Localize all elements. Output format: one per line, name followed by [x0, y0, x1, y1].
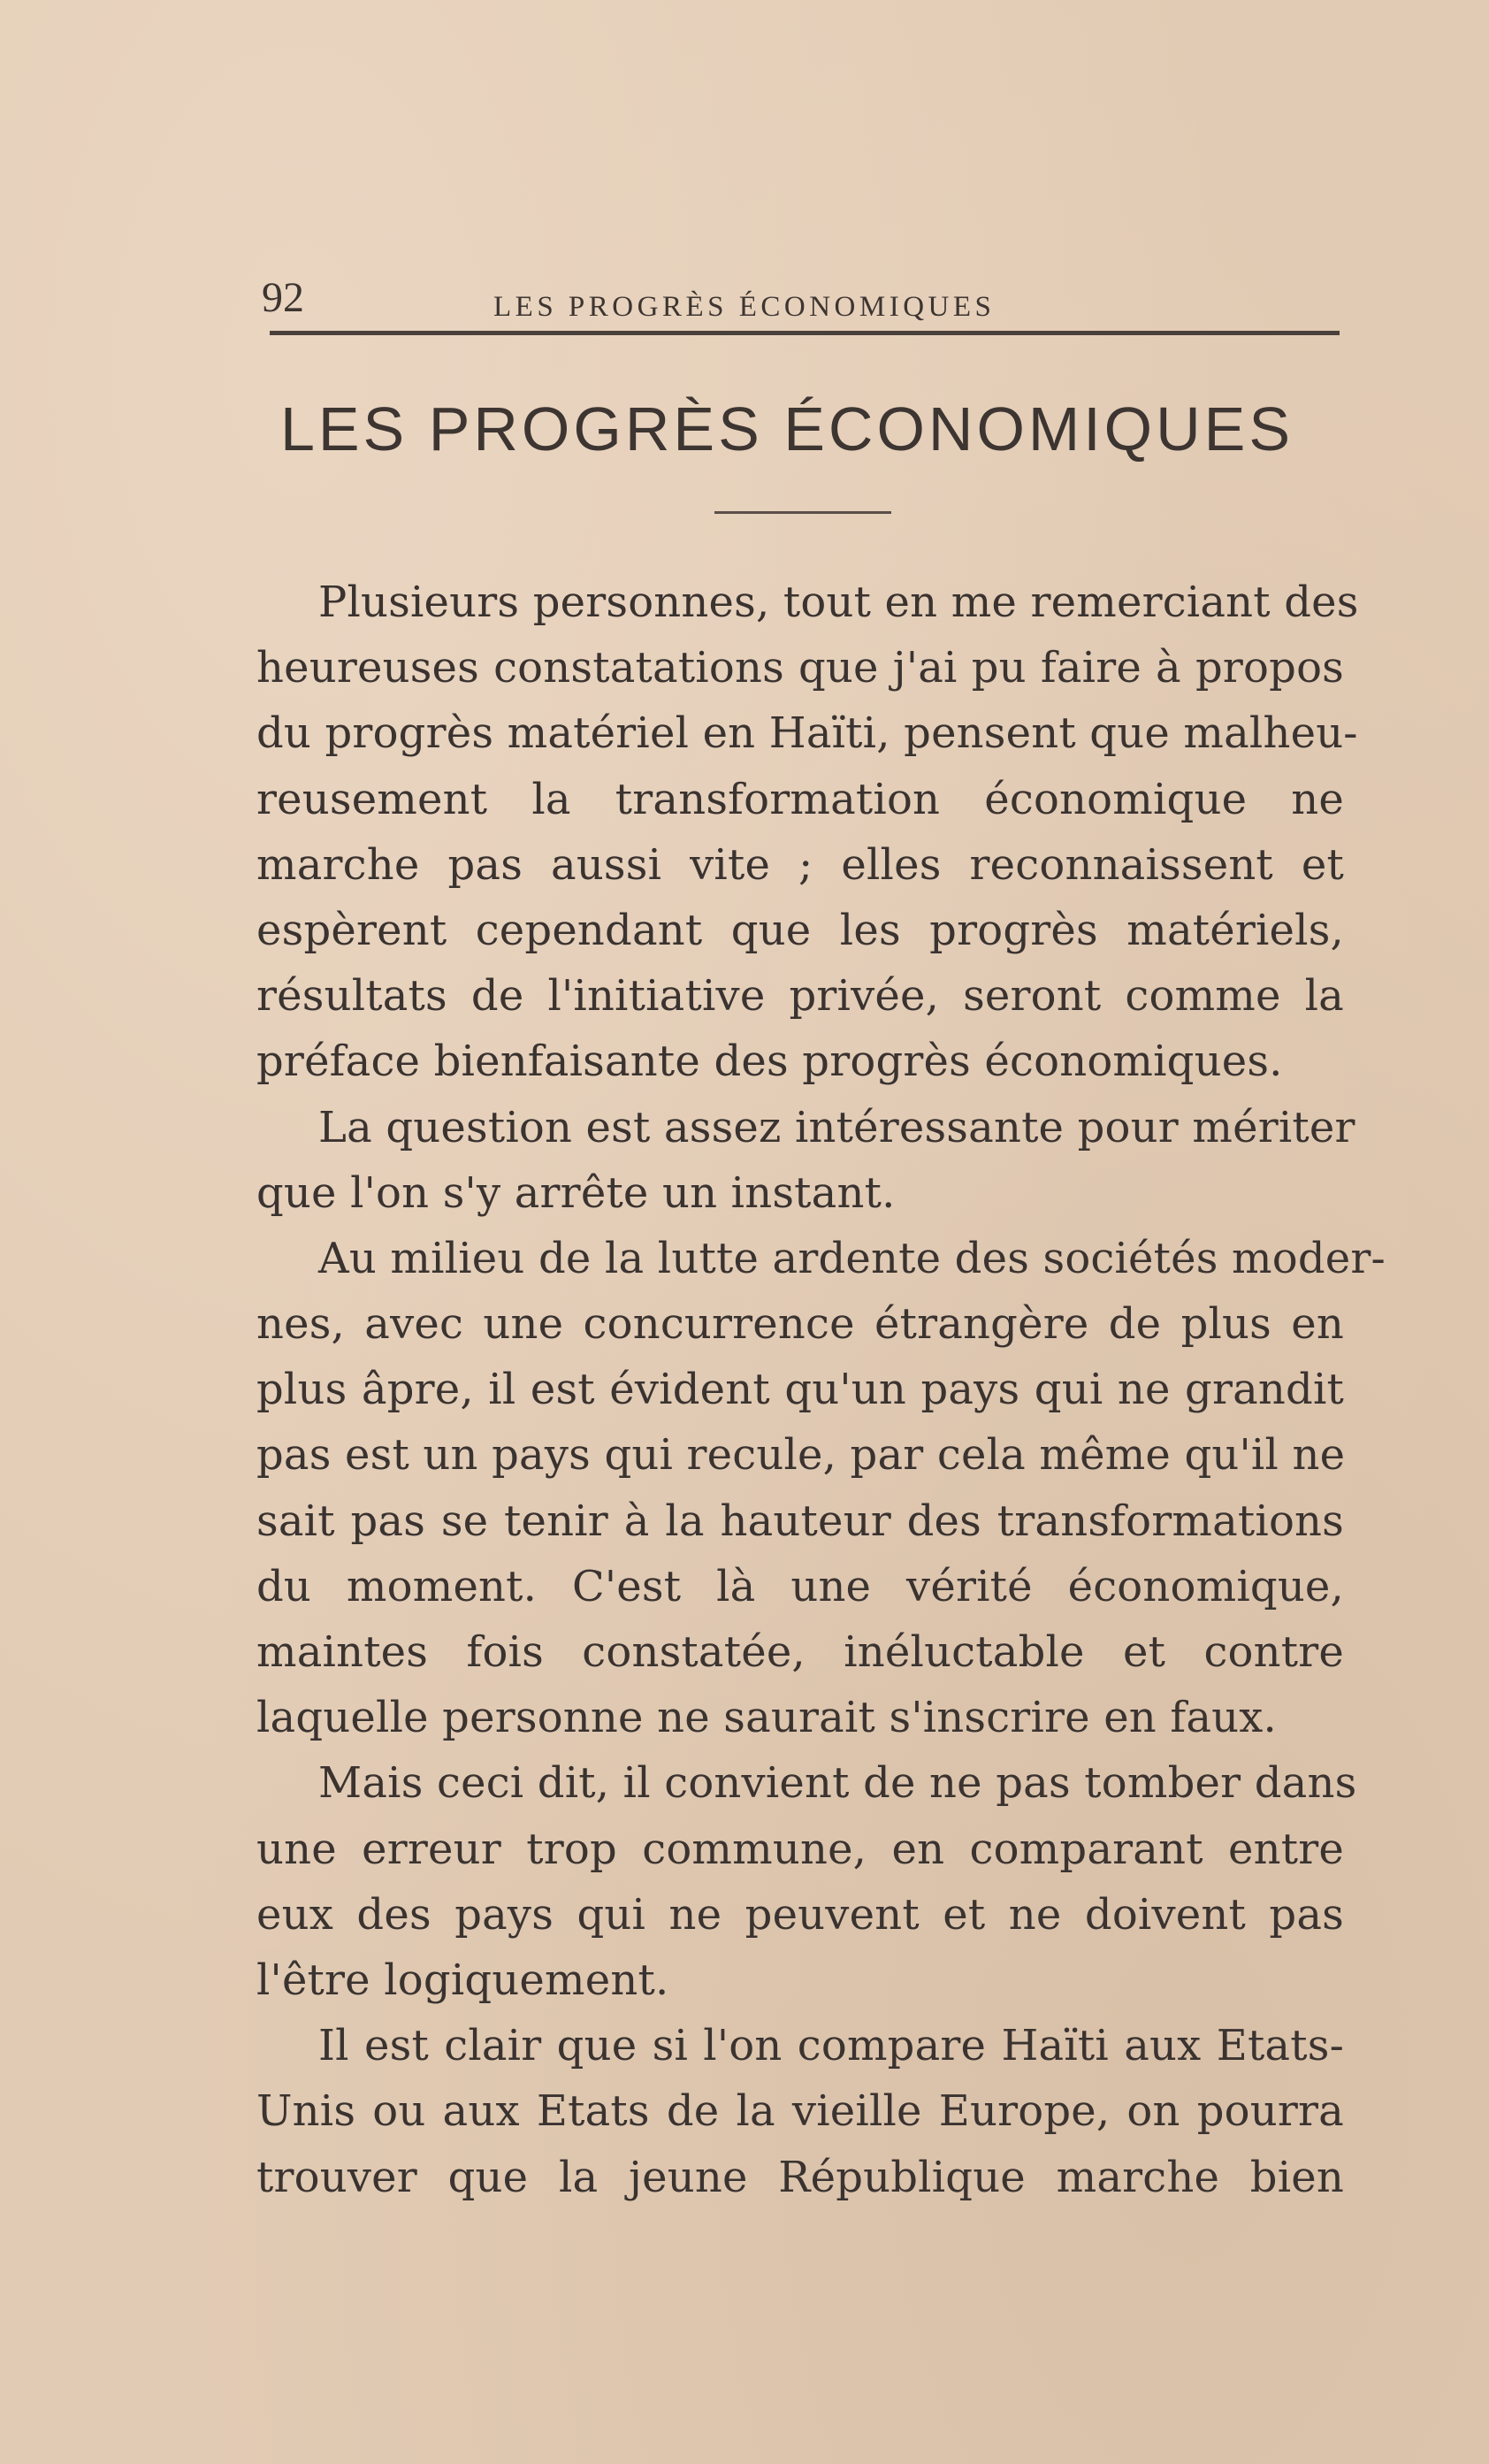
chapter-title: LES PROGRÈS ÉCONOMIQUES: [279, 394, 1294, 463]
title-rule: [714, 511, 891, 514]
text-line: sait pas se tenir à la hauteur des transformations: [256, 1496, 1344, 1546]
text-line: espèrent cependant que les progrès matériels,: [256, 905, 1344, 955]
text-line: résultats de l'initiative privée, seront comme la: [256, 971, 1344, 1022]
running-head: [256, 270, 1344, 341]
text-line: pas est un pays qui recule, par cela même qu'il ne: [256, 1430, 1346, 1481]
running-title: LES PROGRÈS ÉCONOMIQUES: [493, 291, 996, 323]
text-line: Plusieurs personnes, tout en me remerciant des: [318, 578, 1359, 627]
text-line: une erreur trop commune, en comparant entre: [256, 1824, 1344, 1874]
text-line: plus âpre, il est évident qu'un pays qui ne grandit: [256, 1365, 1344, 1415]
text-line: Unis ou aux Etats de la vieille Europe, on pourra: [256, 2086, 1344, 2137]
text-line: reusement la transformation économique ne: [256, 774, 1344, 824]
page-number: 92: [262, 274, 304, 321]
text-line: heureuses constatations que j'ai pu faire à propos: [256, 643, 1344, 693]
text-line: du moment. C'est là une vérité économique,: [256, 1561, 1344, 1611]
header-rule: [270, 331, 1340, 335]
text-line: nes, avec une concurrence étrangère de plus en: [256, 1299, 1344, 1350]
text-line: laquelle personne ne saurait s'inscrire en faux.: [256, 1693, 1278, 1743]
text-line: l'être logiquement.: [256, 1955, 669, 2005]
text-line: du progrès matériel en Haïti, pensent que malheu-: [256, 708, 1358, 759]
text-line: marche pas aussi vite ; elles reconnaissent et: [256, 839, 1344, 890]
text-line: trouver que la jeune République marche bien: [256, 2152, 1344, 2202]
text-line: eux des pays qui ne peuvent et ne doivent pas: [256, 1889, 1344, 1940]
text-line: que l'on s'y arrête un instant.: [256, 1167, 896, 1218]
text-line: La question est assez intéressante pour mériter: [318, 1102, 1355, 1152]
text-line: Au milieu de la lutte ardente des sociétés moder-: [318, 1233, 1386, 1283]
text-line: Mais ceci dit, il convient de ne pas tomber dans: [318, 1758, 1357, 1809]
text-line: préface bienfaisante des progrès économiques.: [256, 1037, 1283, 1087]
text-line: maintes fois constatée, inéluctable et contre: [256, 1627, 1344, 1677]
text-line: Il est clair que si l'on compare Haïti aux Etats-: [318, 2021, 1344, 2071]
body-text: [256, 570, 1386, 2210]
